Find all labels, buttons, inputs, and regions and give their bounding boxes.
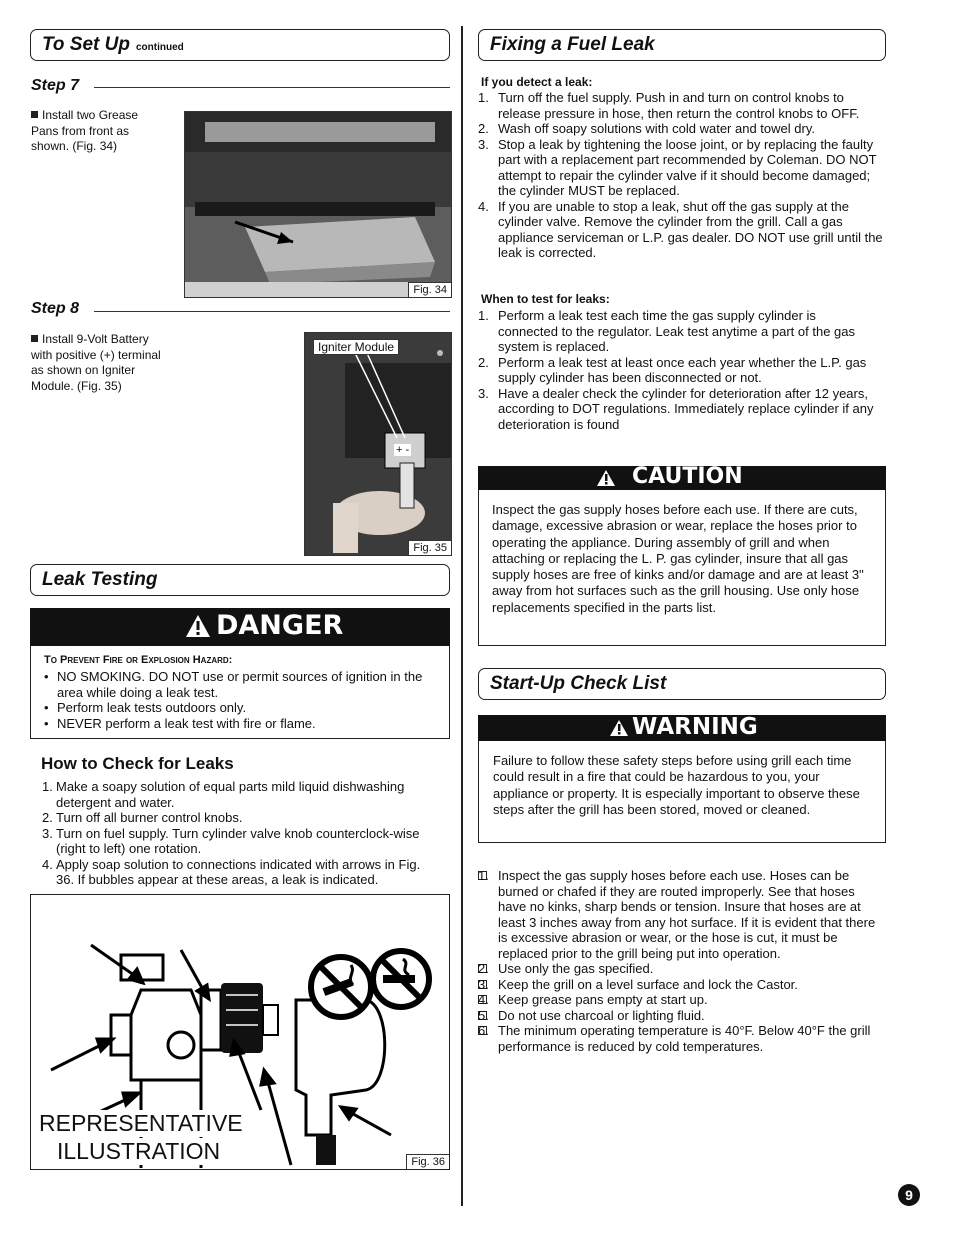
igniter-module-label: Igniter Module bbox=[313, 339, 399, 355]
checklist-item: 4. Keep grease pans empty at start up. bbox=[478, 992, 708, 1007]
fig35-label: Fig. 35 bbox=[408, 540, 451, 555]
how-to-step: 1. Make a soapy solution of equal parts mild liquid dishwashing detergent and water. bbox=[42, 779, 405, 810]
startup-checklist bbox=[478, 868, 884, 1054]
battery-terminal-label: + - bbox=[396, 444, 410, 456]
danger-bullet: • Perform leak tests outdoors only. bbox=[44, 700, 247, 715]
danger-bullet: • NEVER perform a leak test with fire or flame. bbox=[44, 715, 316, 731]
leak-testing-title: Leak Testing bbox=[42, 569, 158, 590]
fig35-photo bbox=[304, 332, 452, 556]
warning-text: Failure to follow these safety steps before using grill each time could result in a fire that could be hazardous to you, your appliance or property. It is especially important to observe these steps after the grill has been stored, moved or cleaned. bbox=[493, 753, 860, 817]
detect-step: 4. If you are unable to stop a leak, shut off the gas supply at the cylinder valve. Remove the cylinder from the grill. Call a gas appliance serviceman or L.P. gas dealer. DO NOT use grill until the leak is corrected. bbox=[478, 198, 883, 260]
page-number: 9 bbox=[898, 1184, 920, 1206]
fig34-photo bbox=[184, 111, 452, 298]
no-open-flame-icon bbox=[311, 957, 371, 1017]
caution-title: CAUTION bbox=[632, 464, 743, 489]
checklist-item: 6. The minimum operating temperature is 40°F. Below 40°F the grill performance is reduced by cold temperatures. bbox=[478, 1023, 871, 1054]
when-steps bbox=[478, 308, 876, 432]
checklist-item: 2. Use only the gas specified. bbox=[478, 961, 654, 976]
step8-heading: Step 8 bbox=[31, 300, 80, 317]
how-to-step: 3. Turn on fuel supply. Turn cylinder valve knob counterclock-wise (right to left) one rotation. bbox=[42, 825, 420, 856]
bullet-square-icon bbox=[31, 335, 38, 342]
continued-label: continued bbox=[135, 42, 184, 53]
when-step: 3. Have a dealer check the cylinder for deterioration after 12 years, according to DOT regulations. Immediately replace cylinder if any deterioration is found bbox=[478, 385, 874, 432]
danger-bullet: • NO SMOKING. DO NOT use or permit sources of ignition in the area while doing a leak test. bbox=[44, 669, 423, 700]
warning-title: WARNING bbox=[632, 714, 758, 740]
no-smoking-icon bbox=[373, 951, 429, 1007]
checklist-item: 5. Do not use charcoal or lighting fluid. bbox=[478, 1007, 705, 1023]
fixing-leak-title: Fixing a Fuel Leak bbox=[490, 34, 655, 55]
detect-step: 2. Wash off soapy solutions with cold water and towel dry. bbox=[478, 121, 815, 136]
danger-banner bbox=[30, 608, 450, 646]
danger-bullets bbox=[44, 669, 439, 731]
caution-banner bbox=[478, 466, 886, 490]
grease-pan-illustration bbox=[185, 112, 451, 297]
startup-title: Start-Up Check List bbox=[490, 673, 667, 694]
column-divider bbox=[461, 26, 463, 1206]
startup-header bbox=[478, 668, 886, 700]
step7-heading: Step 7 bbox=[31, 77, 80, 94]
danger-heading: To Prevent Fire or Explosion Hazard: bbox=[44, 654, 233, 666]
detect-step: 3. Stop a leak by tightening the loose joint, or by replacing the faulty part with a replacement part recommended by Coleman. DO NOT attempt to repair the cylinder valve if it should become damaged; the cylinder MUST be replaced. bbox=[478, 136, 877, 198]
igniter-battery-illustration bbox=[305, 333, 451, 555]
when-step: 1. Perform a leak test each time the gas supply cylinder is connected to the regulator. Leak test anytime a part of the gas system is replaced. bbox=[478, 308, 856, 354]
step7-text: Install two Grease Pans from front as shown. (Fig. 34) bbox=[31, 108, 139, 153]
step7-rule bbox=[94, 87, 450, 88]
set-up-header bbox=[30, 29, 450, 61]
detect-step: 1. Turn off the fuel supply. Push in and turn on control knobs to release pressure in hose, then return the control knobs to OFF. bbox=[478, 90, 860, 121]
checklist-item: 1. Inspect the gas supply hoses before each use. Hoses can be burned or chafed if they are routed improperly. See that hoses have no kinks, sharp bends or tension. Insure that hoses are at least 3 inches away from any hot surface. If it is evident that there is excessive abrasion or wear, or the hose is cut, it must be replaced prior to the grill being put into operation. bbox=[478, 868, 876, 961]
step8-rule bbox=[94, 311, 450, 312]
detect-heading: If you detect a leak: bbox=[481, 75, 593, 89]
how-to-step: 2. Turn off all burner control knobs. bbox=[42, 810, 243, 825]
leak-testing-header bbox=[30, 564, 450, 596]
fig36-caption-line2: ILLUSTRATION bbox=[57, 1138, 221, 1164]
set-up-title: To Set Up bbox=[42, 34, 130, 55]
how-to-heading: How to Check for Leaks bbox=[41, 754, 234, 773]
fig36-label: Fig. 36 bbox=[406, 1154, 449, 1169]
checklist-item: 3. Keep the grill on a level surface and lock the Castor. bbox=[478, 976, 798, 992]
warning-banner bbox=[478, 715, 886, 741]
when-step: 2. Perform a leak test at least once each year whether the L.P. gas supply cylinder has been disconnected or not. bbox=[478, 354, 867, 385]
fig36-caption-line1: REPRESENTATIVE bbox=[39, 1110, 243, 1136]
caution-text: Inspect the gas supply hoses before each use. If there are cuts, damage, excessive abrasion or wear, replace the hoses prior to operating the appliance. During assembly of grill and when attaching or replacing the L. P. gas cylinder, insure that all gas supply hoses are free of kinks and/or damage and are at least 3" away from hot surfaces such as the grill housing. Use only hose replacements specified in the parts list. bbox=[492, 502, 864, 615]
step8-text: Install 9-Volt Battery with positive (+) terminal as shown on Igniter Module. (Fig. 35) bbox=[31, 332, 161, 393]
warning-triangle-icon bbox=[185, 614, 211, 638]
fig34-label: Fig. 34 bbox=[408, 282, 451, 297]
bullet-square-icon bbox=[31, 111, 38, 118]
warning-triangle-icon bbox=[609, 719, 629, 737]
fixing-leak-header bbox=[478, 29, 886, 61]
warning-triangle-icon bbox=[596, 469, 616, 487]
danger-title: DANGER bbox=[216, 610, 344, 641]
how-to-steps bbox=[42, 779, 440, 888]
when-heading: When to test for leaks: bbox=[481, 292, 610, 306]
how-to-step: 4. Apply soap solution to connections indicated with arrows in Fig. 36. If bubbles appear at these areas, a leak is indicated. bbox=[42, 856, 421, 887]
fig36-illustration bbox=[30, 894, 450, 1170]
detect-steps bbox=[478, 90, 886, 261]
